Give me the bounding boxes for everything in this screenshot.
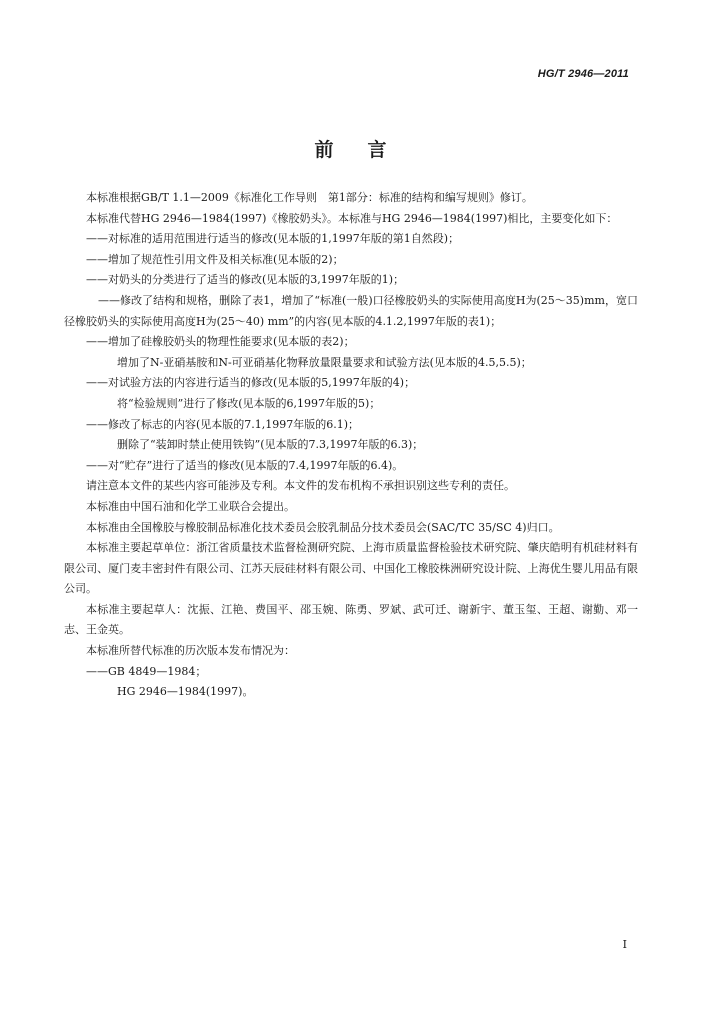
paragraph: 本标准由中国石油和化学工业联合会提出。 (86, 499, 295, 513)
paragraph: 本标准由全国橡胶与橡胶制品标准化技术委员会胶乳制品分技术委员会(SAC/TC 35/SC 4)归口。 (86, 520, 560, 534)
paragraph: ——GB 4849—1984； (86, 664, 207, 678)
paragraph: 增加了N-亚硝基胺和N-可亚硝基化物释放量限量要求和试验方法(见本版的4.5,5.5)； (117, 355, 532, 369)
paragraph: ——增加了规范性引用文件及相关标准(见本版的2)； (86, 252, 344, 266)
paragraph: 本标准代替HG 2946—1984(1997)《橡胶奶头》。本标准与HG 2946—1984(1997)相比，主要变化如下： (86, 211, 618, 225)
paragraph: ——修改了标志的内容(见本版的7.1,1997年版的6.1)； (86, 417, 360, 431)
paragraph: ——对“贮存”进行了适当的修改(见本版的7.4,1997年版的6.4)。 (86, 458, 404, 472)
preface-body (64, 188, 638, 703)
paragraph: 将“检验规则”进行了修改(见本版的6,1997年版的5)； (117, 396, 381, 410)
paragraph: 本标准所替代标准的历次版本发布情况为： (86, 644, 295, 658)
standard-code: HG/T 2946—2011 (537, 68, 629, 80)
paragraph: 请注意本文件的某些内容可能涉及专利。本文件的发布机构不承担识别这些专利的责任。 (86, 479, 515, 493)
page-number: I (622, 938, 627, 951)
paragraph: HG 2946—1984(1997)。 (117, 685, 254, 699)
paragraph: ——增加了硅橡胶奶头的物理性能要求(见本版的表2)； (86, 335, 355, 349)
paragraph: 删除了“装卸时禁止使用铁钩”(见本版的7.3,1997年版的6.3)； (117, 438, 424, 452)
page-title: 前言 (314, 139, 421, 161)
paragraph: ——对奶头的分类进行了适当的修改(见本版的3,1997年版的1)； (86, 273, 405, 287)
paragraph: ——对试验方法的内容进行适当的修改(见本版的5,1997年版的4)； (86, 376, 416, 390)
paragraph: ——修改了结构和规格，删除了表1，增加了“标准(一般)口径橡胶奶头的实际使用高度H为(25～35)mm，宽口径橡胶奶头的实际使用高度H为(25～40) mm”的内容(见本版的4.1.2,1997年版的表1)； (64, 293, 638, 328)
paragraph: 本标准主要起草人：沈振、江艳、费国平、邵玉婉、陈勇、罗斌、武可迁、谢新宇、董玉玺、王超、谢勤、邓一志、王金英。 (64, 602, 638, 637)
paragraph: 本标准根据GB/T 1.1—2009《标准化工作导则 第1部分：标准的结构和编写规则》修订。 (86, 191, 533, 204)
paragraph: ——对标准的适用范围进行适当的修改(见本版的1,1997年版的第1自然段)； (86, 232, 460, 246)
paragraph: 本标准主要起草单位：浙江省质量技术监督检测研究院、上海市质量监督检验技术研究院、肇庆皓明有机硅材料有限公司、厦门麦丰密封件有限公司、江苏天辰硅材料有限公司、中国化工橡胶株洲研究设计院、上海优生婴儿用品有限公司。 (64, 541, 638, 596)
